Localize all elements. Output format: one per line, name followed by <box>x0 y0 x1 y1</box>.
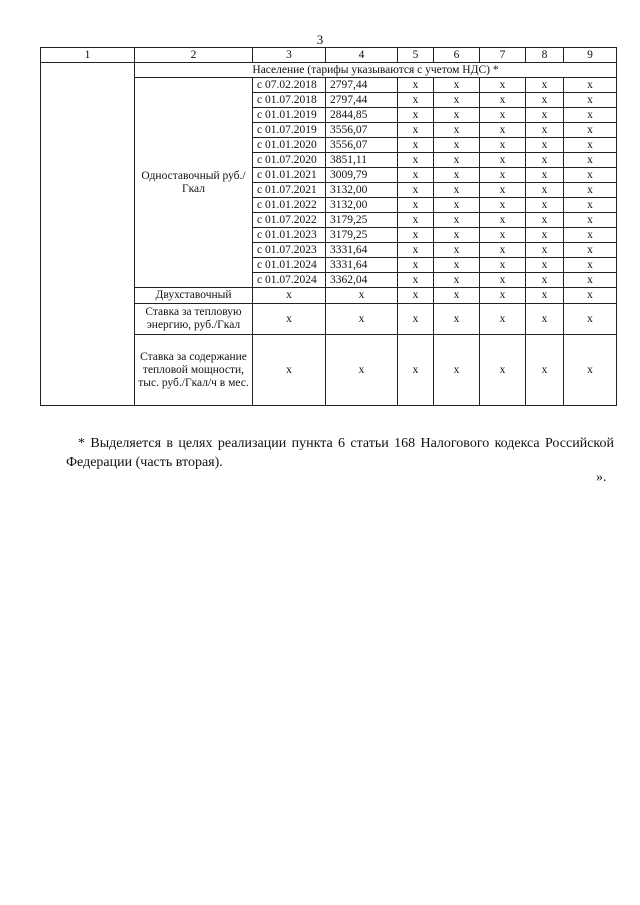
not-applicable-cell: х <box>480 258 526 273</box>
not-applicable-cell: х <box>480 123 526 138</box>
period-cell: с 01.07.2018 <box>253 93 326 108</box>
capacity-rate-label: Ставка за содержание тепловой мощности, тыс. руб./Гкал/ч в мес. <box>135 335 253 406</box>
period-cell: с 01.01.2019 <box>253 108 326 123</box>
section-title-row <box>41 63 617 78</box>
not-applicable-cell: х <box>480 78 526 93</box>
not-applicable-cell: х <box>564 183 617 198</box>
not-applicable-cell: х <box>480 153 526 168</box>
tariff-value-cell: 3556,07 <box>326 123 398 138</box>
not-applicable-cell: х <box>480 93 526 108</box>
period-cell: с 01.01.2021 <box>253 168 326 183</box>
not-applicable-cell: х <box>526 304 564 335</box>
not-applicable-cell: х <box>398 108 434 123</box>
not-applicable-cell: х <box>564 213 617 228</box>
not-applicable-cell: х <box>564 123 617 138</box>
not-applicable-cell: х <box>480 228 526 243</box>
not-applicable-cell: х <box>564 93 617 108</box>
not-applicable-cell: х <box>398 153 434 168</box>
period-cell: с 01.01.2024 <box>253 258 326 273</box>
column-number: 3 <box>253 48 326 63</box>
period-cell: с 01.07.2019 <box>253 123 326 138</box>
not-applicable-cell: х <box>434 228 480 243</box>
period-cell: с 01.01.2023 <box>253 228 326 243</box>
closing-quote-mark: ». <box>596 470 607 485</box>
not-applicable-cell: х <box>480 304 526 335</box>
not-applicable-cell: х <box>434 138 480 153</box>
not-applicable-cell: х <box>253 304 326 335</box>
tariff-value-cell: 3009,79 <box>326 168 398 183</box>
not-applicable-cell: х <box>398 198 434 213</box>
not-applicable-cell: х <box>564 138 617 153</box>
not-applicable-cell: х <box>398 228 434 243</box>
not-applicable-cell: х <box>326 304 398 335</box>
not-applicable-cell: х <box>564 198 617 213</box>
not-applicable-cell: х <box>434 78 480 93</box>
period-cell: с 01.07.2023 <box>253 243 326 258</box>
tariff-table <box>40 47 617 406</box>
not-applicable-cell: х <box>480 183 526 198</box>
not-applicable-cell: х <box>434 198 480 213</box>
column-number: 7 <box>480 48 526 63</box>
not-applicable-cell: х <box>564 273 617 288</box>
not-applicable-cell: х <box>398 93 434 108</box>
not-applicable-cell: х <box>434 335 480 406</box>
column-number: 1 <box>41 48 135 63</box>
two-rate-label: Двухставочный <box>135 288 253 304</box>
not-applicable-cell: х <box>564 335 617 406</box>
footnote: * Выделяется в целях реализации пункта 6 статьи 168 Налогового кодекса Российской Федерации (часть вторая). <box>66 436 614 470</box>
not-applicable-cell: х <box>434 153 480 168</box>
not-applicable-cell: х <box>434 258 480 273</box>
not-applicable-cell: х <box>526 213 564 228</box>
not-applicable-cell: х <box>480 335 526 406</box>
tariff-value-cell: 3179,25 <box>326 213 398 228</box>
not-applicable-cell: х <box>526 243 564 258</box>
not-applicable-cell: х <box>434 123 480 138</box>
tariff-value-cell: 3132,00 <box>326 198 398 213</box>
not-applicable-cell: х <box>480 168 526 183</box>
column-number: 2 <box>135 48 253 63</box>
tariff-value-cell: 3556,07 <box>326 138 398 153</box>
not-applicable-cell: х <box>398 183 434 198</box>
not-applicable-cell: х <box>526 335 564 406</box>
not-applicable-cell: х <box>398 138 434 153</box>
table-left-blank-cell <box>41 63 135 406</box>
not-applicable-cell: х <box>434 93 480 108</box>
not-applicable-cell: х <box>398 168 434 183</box>
not-applicable-cell: х <box>480 108 526 123</box>
not-applicable-cell: х <box>434 243 480 258</box>
tariff-value-cell: 3331,64 <box>326 243 398 258</box>
not-applicable-cell: х <box>526 93 564 108</box>
not-applicable-cell: х <box>326 288 398 304</box>
column-number: 8 <box>526 48 564 63</box>
period-cell: с 01.07.2021 <box>253 183 326 198</box>
not-applicable-cell: х <box>564 228 617 243</box>
not-applicable-cell: х <box>526 153 564 168</box>
not-applicable-cell: х <box>526 228 564 243</box>
column-number-row <box>41 48 617 63</box>
not-applicable-cell: х <box>526 183 564 198</box>
not-applicable-cell: х <box>564 153 617 168</box>
not-applicable-cell: х <box>526 258 564 273</box>
tariff-value-cell: 2844,85 <box>326 108 398 123</box>
tariff-value-cell: 2797,44 <box>326 78 398 93</box>
tariff-value-cell: 3331,64 <box>326 258 398 273</box>
not-applicable-cell: х <box>398 243 434 258</box>
tariff-value-cell: 3362,04 <box>326 273 398 288</box>
page-number: 3 <box>316 32 324 47</box>
not-applicable-cell: х <box>480 138 526 153</box>
not-applicable-cell: х <box>398 213 434 228</box>
not-applicable-cell: х <box>526 108 564 123</box>
single-rate-label: Одноставочный руб./Гкал <box>135 78 253 288</box>
not-applicable-cell: х <box>480 288 526 304</box>
period-cell: с 01.07.2020 <box>253 153 326 168</box>
not-applicable-cell: х <box>434 304 480 335</box>
not-applicable-cell: х <box>253 288 326 304</box>
not-applicable-cell: х <box>480 213 526 228</box>
not-applicable-cell: х <box>480 198 526 213</box>
tariff-value-cell: 3851,11 <box>326 153 398 168</box>
not-applicable-cell: х <box>526 78 564 93</box>
not-applicable-cell: х <box>434 108 480 123</box>
period-cell: с 07.02.2018 <box>253 78 326 93</box>
not-applicable-cell: х <box>480 273 526 288</box>
not-applicable-cell: х <box>434 273 480 288</box>
not-applicable-cell: х <box>398 335 434 406</box>
not-applicable-cell: х <box>564 78 617 93</box>
tariff-table-body <box>41 48 617 406</box>
not-applicable-cell: х <box>564 168 617 183</box>
not-applicable-cell: х <box>564 243 617 258</box>
not-applicable-cell: х <box>526 273 564 288</box>
not-applicable-cell: х <box>564 304 617 335</box>
column-number: 5 <box>398 48 434 63</box>
not-applicable-cell: х <box>526 123 564 138</box>
not-applicable-cell: х <box>253 335 326 406</box>
period-cell: с 01.01.2020 <box>253 138 326 153</box>
not-applicable-cell: х <box>398 123 434 138</box>
period-cell: с 01.07.2022 <box>253 213 326 228</box>
not-applicable-cell: х <box>434 168 480 183</box>
not-applicable-cell: х <box>526 138 564 153</box>
tariff-value-cell: 2797,44 <box>326 93 398 108</box>
column-number: 6 <box>434 48 480 63</box>
not-applicable-cell: х <box>526 288 564 304</box>
not-applicable-cell: х <box>434 213 480 228</box>
period-cell: с 01.01.2022 <box>253 198 326 213</box>
not-applicable-cell: х <box>564 108 617 123</box>
not-applicable-cell: х <box>526 198 564 213</box>
period-cell: с 01.07.2024 <box>253 273 326 288</box>
not-applicable-cell: х <box>564 288 617 304</box>
not-applicable-cell: х <box>398 258 434 273</box>
section-title: Население (тарифы указываются с учетом НДС) * <box>135 63 617 78</box>
tariff-value-cell: 3132,00 <box>326 183 398 198</box>
not-applicable-cell: х <box>326 335 398 406</box>
not-applicable-cell: х <box>398 304 434 335</box>
column-number: 4 <box>326 48 398 63</box>
column-number: 9 <box>564 48 617 63</box>
not-applicable-cell: х <box>526 168 564 183</box>
not-applicable-cell: х <box>398 288 434 304</box>
not-applicable-cell: х <box>398 273 434 288</box>
not-applicable-cell: х <box>398 78 434 93</box>
energy-rate-label: Ставка за тепловую энергию, руб./Гкал <box>135 304 253 335</box>
not-applicable-cell: х <box>564 258 617 273</box>
not-applicable-cell: х <box>434 288 480 304</box>
not-applicable-cell: х <box>434 183 480 198</box>
tariff-value-cell: 3179,25 <box>326 228 398 243</box>
not-applicable-cell: х <box>480 243 526 258</box>
